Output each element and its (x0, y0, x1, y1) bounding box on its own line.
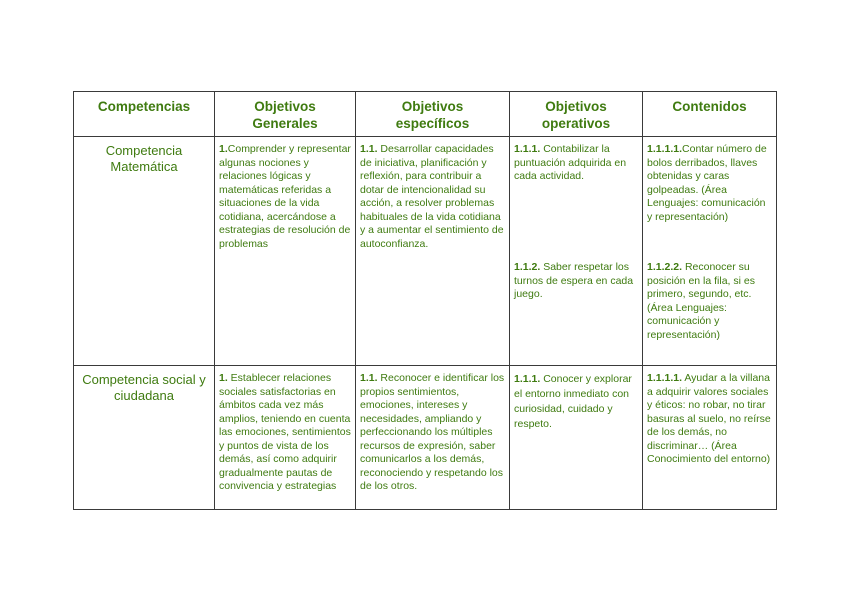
contenido-cell (643, 366, 777, 510)
table-row (74, 366, 777, 510)
header-objetivos-operativos-label: Objetivos operativos (541, 99, 611, 131)
contenido-number: 1.1.1.1. (647, 143, 683, 155)
contenido-item (647, 143, 772, 261)
header-contenidos: Contenidos (643, 92, 777, 137)
contenido-text: Reconocer su posición en la fila, si es primero, segundo, etc. (Área Lenguajes: comunicación y representación) (647, 261, 755, 341)
contenido-text: Ayudar a la villana a adquirir valores sociales y éticos: no robar, no tirar basuras al suelo, no reírse de los demás, no discriminar… (Área Conocimiento del entorno) (647, 372, 771, 465)
contenido-text: Contar número de bolos derribados, llaves obtenidas y caras golpeadas. (Área Lenguajes: comunicación y representación) (647, 143, 767, 223)
header-competencias: Competencias (74, 92, 215, 137)
competencias-table-container (73, 91, 776, 510)
header-row (74, 92, 777, 137)
objetivo-operativo-number: 1.1.1. (514, 143, 541, 155)
objetivo-especifico-cell (356, 366, 510, 510)
objetivo-operativo-text: Contabilizar la puntuación adquirida en cada actividad. (514, 143, 627, 182)
header-objetivos-generales-label: Objetivos Generales (252, 99, 318, 131)
objetivo-general-cell (215, 366, 356, 510)
objetivo-general-text: Establecer relaciones sociales satisfactorias en ámbitos cada vez más amplios, teniendo en cuenta las emociones, sentimientos y puntos de vista de los demás, así como adquirir gradualmente pautas de convivencia y estrategias (219, 372, 351, 492)
header-objetivos-operativos (510, 92, 643, 137)
objetivo-operativo-number: 1.1.2. (514, 261, 541, 273)
objetivo-operativo-number: 1.1.1. (514, 373, 541, 385)
objetivo-especifico-number: 1.1. (360, 372, 378, 384)
contenido-number: 1.1.2.2. (647, 261, 683, 273)
competencia-cell (74, 366, 215, 510)
objetivo-especifico-cell (356, 137, 510, 366)
objetivo-especifico-text: Desarrollar capacidades de iniciativa, planificación y reflexión, para contribuir a dotar de intencionalidad su acción, a resolver problemas habituales de la vida cotidiana y a aumentar el sentimiento de autoconfianza. (360, 143, 504, 250)
objetivo-operativo-cell (510, 366, 643, 510)
objetivo-operativo-item (514, 261, 638, 302)
objetivo-operativo-item (514, 372, 638, 432)
objetivo-general-cell (215, 137, 356, 366)
competencias-table (73, 91, 777, 510)
objetivo-operativo-cell (510, 137, 643, 366)
contenido-cell (643, 137, 777, 366)
objetivo-especifico-text: Reconocer e identificar los propios sentimientos, emociones, intereses y necesidades, ampliando y perfeccionando los múltiples recursos de expresión, saber comunicarlos a los demás, reconociendo y respetando los de los otros. (360, 372, 505, 492)
objetivo-general-text: Comprender y representar algunas nociones y relaciones lógicas y matemáticas referidas a situaciones de la vida cotidiana, acercándose a estrategias de resolución de problemas (219, 143, 351, 250)
objetivo-general-number: 1. (219, 372, 228, 384)
header-objetivos-generales (215, 92, 356, 137)
contenido-number: 1.1.1.1. (647, 372, 683, 384)
objetivo-general-number: 1. (219, 143, 228, 155)
header-objetivos-especificos (356, 92, 510, 137)
objetivo-operativo-text: Saber respetar los turnos de espera en cada juego. (514, 261, 634, 300)
competencia-cell (74, 137, 215, 366)
objetivo-operativo-text: Conocer y explorar el entorno inmediato con curiosidad, cuidado y respeto. (514, 373, 632, 430)
competencia-label: Competencia social y ciudadana (82, 372, 206, 403)
contenido-item (647, 261, 772, 342)
header-objetivos-especificos-label: Objetivos específicos (395, 99, 470, 131)
table-row (74, 137, 777, 366)
objetivo-operativo-item (514, 143, 638, 261)
objetivo-especifico-number: 1.1. (360, 143, 378, 155)
contenido-item (647, 372, 772, 467)
competencia-label: Competencia Matemática (105, 143, 183, 174)
